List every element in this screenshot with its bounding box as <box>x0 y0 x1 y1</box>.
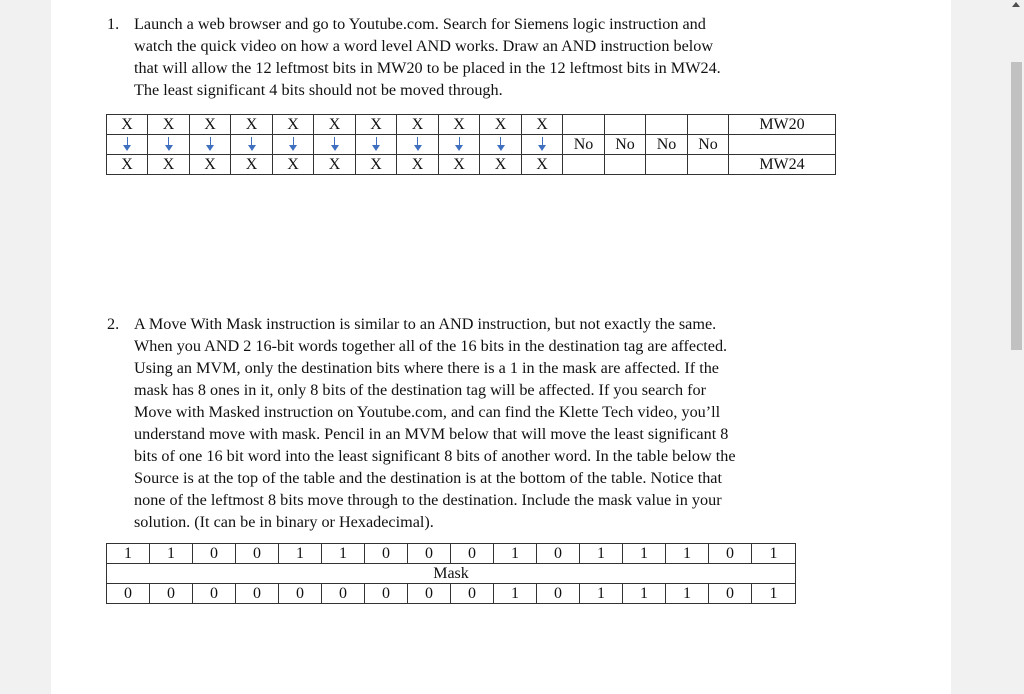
question-2-line: Source is at the top of the table and the destination is at the bottom of the table. Notice that <box>134 469 722 487</box>
down-arrow-icon <box>206 145 214 151</box>
mw24-bit-cell: X <box>107 155 148 175</box>
source-bit-cell: 1 <box>580 544 623 564</box>
mw20-bit-cell: X <box>397 115 439 135</box>
dest-bit-cell: 0 <box>279 584 322 604</box>
source-bit-cell: 0 <box>537 544 580 564</box>
dest-bit-cell: 0 <box>236 584 279 604</box>
mw20-bit-cell: X <box>439 115 480 135</box>
mw20-bit-cell: X <box>273 115 314 135</box>
mw24-bit-cell: X <box>273 155 314 175</box>
question-2-line: Move with Masked instruction on Youtube.com, and can find the Klette Tech video, you’ll <box>134 403 721 421</box>
dest-bit-cell: 0 <box>150 584 193 604</box>
down-arrow-icon <box>414 145 422 151</box>
dest-bit-cell: 0 <box>107 584 150 604</box>
question-2-line: solution. (It can be in binary or Hexadecimal). <box>134 513 434 531</box>
mw24-bit-cell: X <box>397 155 439 175</box>
mw20-bit-cell: X <box>480 115 522 135</box>
mw24-bit-cell: X <box>231 155 273 175</box>
arrow-cell <box>148 135 190 155</box>
question-2-line: understand move with mask. Pencil in an MVM below that will move the least significant 8 <box>134 425 729 443</box>
down-arrow-icon <box>248 145 256 151</box>
mw20-bit-cell: X <box>231 115 273 135</box>
question-1-line: that will allow the 12 leftmost bits in MW20 to be placed in the 12 leftmost bits in MW24. <box>134 59 721 77</box>
source-bit-cell: 1 <box>623 544 666 564</box>
down-arrow-icon <box>538 145 546 151</box>
down-arrow-icon <box>331 145 339 151</box>
mw20-row <box>107 115 836 135</box>
mw20-bit-cell <box>688 115 729 135</box>
mw24-bit-cell: X <box>439 155 480 175</box>
no-cell: No <box>563 135 605 155</box>
mw24-bit-cell <box>605 155 646 175</box>
mw24-bit-cell: X <box>522 155 563 175</box>
source-bit-cell: 1 <box>494 544 537 564</box>
source-bit-cell: 1 <box>279 544 322 564</box>
arrow-row <box>107 135 836 155</box>
question-2-line: mask has 8 ones in it, only 8 bits of the destination tag will be affected. If you search for <box>134 381 706 399</box>
dest-bit-cell: 0 <box>408 584 451 604</box>
no-cell: No <box>688 135 729 155</box>
source-bit-cell: 0 <box>193 544 236 564</box>
source-row <box>107 544 796 564</box>
arrow-cell <box>356 135 397 155</box>
scrollbar-thumb[interactable] <box>1011 62 1022 350</box>
dest-bit-cell: 0 <box>537 584 580 604</box>
source-bit-cell: 0 <box>236 544 279 564</box>
arrow-cell <box>273 135 314 155</box>
question-2-line: Using an MVM, only the destination bits where there is a 1 in the mask are affected. If the <box>134 359 719 377</box>
question-1-number: 1. <box>107 15 120 33</box>
mask-row <box>107 564 796 584</box>
and-instruction-table <box>106 114 836 175</box>
mw24-bit-cell: X <box>148 155 190 175</box>
down-arrow-icon <box>497 145 505 151</box>
mask-table <box>106 543 796 604</box>
question-2-number: 2. <box>107 315 120 333</box>
mw24-bit-cell: X <box>314 155 356 175</box>
vertical-scrollbar[interactable] <box>1009 0 1024 694</box>
mw20-label: MW20 <box>729 115 836 135</box>
down-arrow-icon <box>165 145 173 151</box>
mask-label: Mask <box>107 564 796 584</box>
arrow-cell <box>107 135 148 155</box>
arrow-cell <box>314 135 356 155</box>
down-arrow-icon <box>123 145 131 151</box>
mw20-bit-cell <box>646 115 688 135</box>
arrow-cell <box>522 135 563 155</box>
mw20-bit-cell: X <box>314 115 356 135</box>
dest-bit-cell: 1 <box>494 584 537 604</box>
mw20-bit-cell: X <box>148 115 190 135</box>
question-2-line: A Move With Mask instruction is similar to an AND instruction, but not exactly the same. <box>134 315 717 333</box>
no-cell: No <box>646 135 688 155</box>
mw24-label: MW24 <box>729 155 836 175</box>
dest-bit-cell: 1 <box>580 584 623 604</box>
source-bit-cell: 1 <box>322 544 365 564</box>
arrow-cell <box>190 135 231 155</box>
scroll-up-arrow-icon[interactable] <box>1012 2 1020 7</box>
mw24-bit-cell: X <box>356 155 397 175</box>
question-1-line: The least significant 4 bits should not be moved through. <box>134 81 503 99</box>
down-arrow-icon <box>455 145 463 151</box>
mw24-bit-cell <box>563 155 605 175</box>
mw20-bit-cell: X <box>522 115 563 135</box>
no-cell: No <box>605 135 646 155</box>
dest-bit-cell: 1 <box>623 584 666 604</box>
down-arrow-icon <box>372 145 380 151</box>
mw24-bit-cell <box>646 155 688 175</box>
question-2-line: none of the leftmost 8 bits move through to the destination. Include the mask value in your <box>134 491 722 509</box>
destination-row <box>107 584 796 604</box>
arrow-cell <box>231 135 273 155</box>
source-bit-cell: 0 <box>365 544 408 564</box>
arrow-cell <box>480 135 522 155</box>
question-2-text <box>134 313 736 533</box>
dest-bit-cell: 0 <box>365 584 408 604</box>
arrow-cell <box>439 135 480 155</box>
down-arrow-icon <box>289 145 297 151</box>
question-1-line: Launch a web browser and go to Youtube.com. Search for Siemens logic instruction and <box>134 15 706 33</box>
source-bit-cell: 1 <box>752 544 796 564</box>
source-bit-cell: 1 <box>107 544 150 564</box>
mw24-row <box>107 155 836 175</box>
question-2-line: When you AND 2 16-bit words together all of the 16 bits in the destination tag are affected. <box>134 337 728 355</box>
dest-bit-cell: 1 <box>666 584 709 604</box>
dest-bit-cell: 1 <box>752 584 796 604</box>
mw24-bit-cell: X <box>480 155 522 175</box>
question-1-text <box>134 13 721 101</box>
source-bit-cell: 0 <box>451 544 494 564</box>
mw20-bit-cell: X <box>107 115 148 135</box>
question-1-line: watch the quick video on how a word level AND works. Draw an AND instruction below <box>134 37 714 55</box>
mw20-bit-cell <box>563 115 605 135</box>
empty-label-cell <box>729 135 836 155</box>
source-bit-cell: 0 <box>709 544 752 564</box>
question-2-line: bits of one 16 bit word into the least significant 8 bits of another word. In the table below the <box>134 447 736 465</box>
source-bit-cell: 1 <box>150 544 193 564</box>
source-bit-cell: 1 <box>666 544 709 564</box>
mw24-bit-cell <box>688 155 729 175</box>
mw20-bit-cell <box>605 115 646 135</box>
mw20-bit-cell: X <box>190 115 231 135</box>
dest-bit-cell: 0 <box>451 584 494 604</box>
dest-bit-cell: 0 <box>709 584 752 604</box>
dest-bit-cell: 0 <box>193 584 236 604</box>
arrow-cell <box>397 135 439 155</box>
mw24-bit-cell: X <box>190 155 231 175</box>
source-bit-cell: 0 <box>408 544 451 564</box>
dest-bit-cell: 0 <box>322 584 365 604</box>
mw20-bit-cell: X <box>356 115 397 135</box>
